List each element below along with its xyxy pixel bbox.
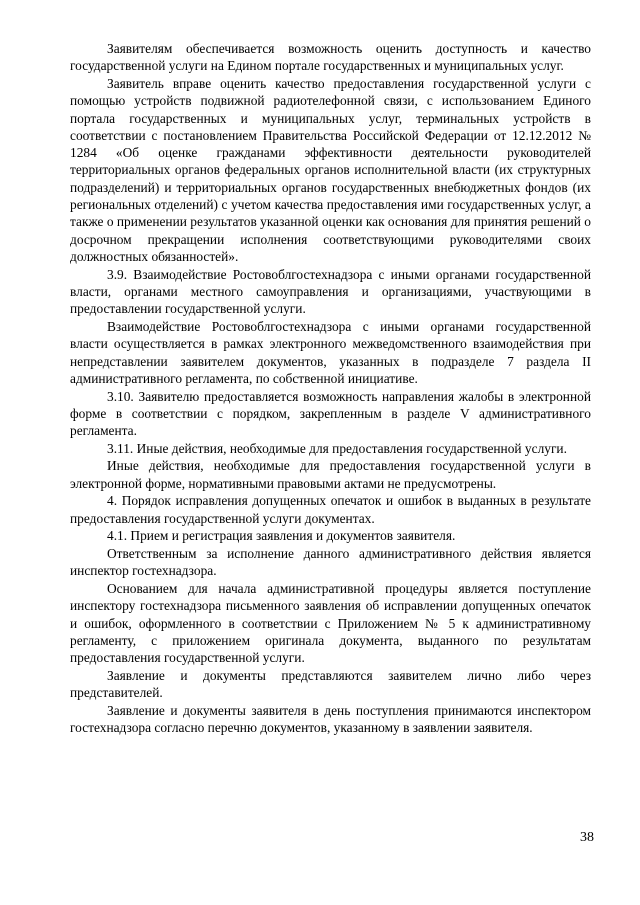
paragraph-4-heading: 4. Порядок исправления допущенных опечаток и ошибок в выданных в результате предоставления государственной услуги документах.: [70, 493, 591, 526]
paragraph-acceptance: Заявление и документы заявителя в день поступления принимаются инспектором гостехнадзора согласно перечню документов, указанному в заявлении заявителя.: [70, 702, 591, 736]
paragraph-procedure-basis: Основанием для начала административной процедуры является поступление инспектору гостехнадзора письменного заявления об исправлении допущенных опечаток и ошибок, оформленного в соответствии с Приложением № 5 к административному регламенту, с приложением оригинала документа, выданного по результатам предоставления государственной услуги.: [70, 581, 591, 666]
paragraph-portal-assessment: Заявителям обеспечивается возможность оценить доступность и качество государственной услуги на Едином портале государственных и муниципальных услуг.: [70, 41, 591, 74]
paragraph-3-10-complaint: 3.10. Заявителю предоставляется возможность направления жалобы в электронной форме в соответствии с порядком, закрепленным в разделе V административного регламента.: [70, 388, 591, 439]
paragraph-4-1-heading: 4.1. Прием и регистрация заявления и документов заявителя.: [107, 528, 456, 544]
paragraph-responsible-officer: Ответственным за исполнение данного административного действия является инспектор гостехнадзора.: [70, 546, 591, 579]
paragraph-other-actions: Иные действия, необходимые для предоставления государственной услуги в электронной форме, нормативными правовыми актами не предусмотрены.: [70, 458, 591, 491]
paragraph-submission-method: Заявление и документы представляются заявителем лично либо через представителей.: [70, 667, 591, 701]
paragraph-3-11-heading: 3.11. Иные действия, необходимые для предоставления государственной услуги.: [107, 440, 567, 456]
paragraph-interagency-interaction: Взаимодействие Ростовоблгостехнадзора с иными органами государственной власти осуществляется в рамках электронного межведомственного взаимодействия при непредставлении заявителем документов, указанных в подразделе 7 раздела II административного регламента, по собственной инициативе.: [70, 318, 591, 386]
document-body: [70, 40, 591, 737]
paragraph-mobile-assessment: Заявитель вправе оценить качество предоставления государственной услуги с помощью устройств подвижной радиотелефонной связи, с использованием Единого портала государственных и муниципальных услуг, терминальных устройств в соответствии с постановлением Правительства Российской Федерации от 12.12.2012 № 1284 «Об оценке гражданами эффективности деятельности руководителей территориальных органов федеральных органов исполнительной власти (их структурных подразделений) и территориальных органов государственных внебюджетных фондов (их региональных отделений) с учетом качества предоставления ими государственных услуг, а также о применении результатов указанной оценки как основания для принятия решений о досрочном прекращении исполнения соответствующими руководителями своих должностных обязанностей».: [70, 75, 592, 264]
page-number: 38: [580, 830, 594, 845]
paragraph-3-9-heading: 3.9. Взаимодействие Ростовоблгостехнадзора с иными органами государственной власти, органами местного самоуправления и организациями, участвующими в предоставлении государственной услуги.: [70, 266, 591, 317]
